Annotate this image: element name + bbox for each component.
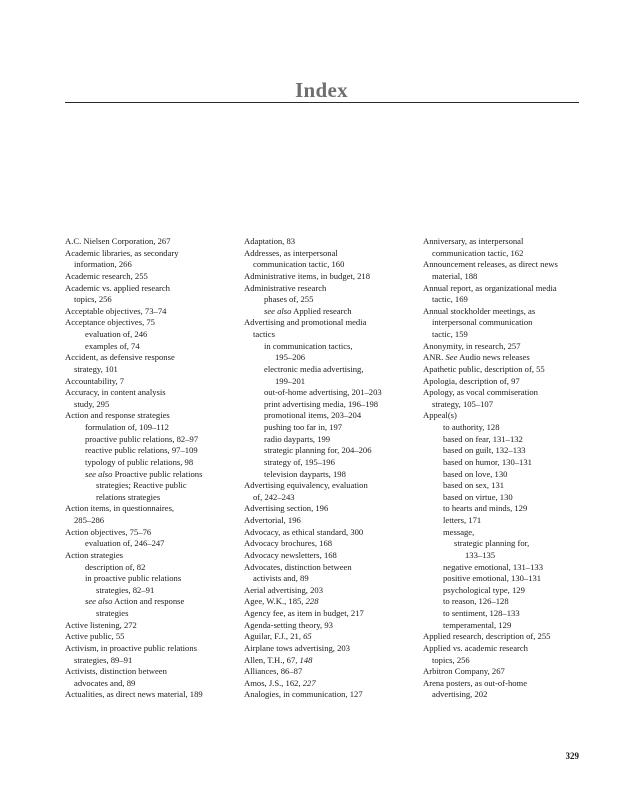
index-entry [423, 317, 603, 329]
index-entry-text: Agenda-setting theory, 93 [244, 619, 333, 630]
index-entry [65, 376, 245, 388]
index-entry-text: evaluation of, 246 [85, 329, 148, 339]
index-entry-text: strategies [96, 608, 129, 618]
index-entry-text: Anniversary, as interpersonal [423, 236, 524, 246]
index-entry [244, 515, 424, 527]
index-column-2 [244, 236, 424, 701]
index-entry [423, 236, 603, 248]
index-entry-text: Audio news releases [457, 352, 530, 363]
index-entry-text: communication tactic, 160 [253, 259, 345, 270]
index-entry [65, 352, 245, 364]
index-entry [244, 352, 424, 364]
index-entry-text: advocates and, 89 [74, 677, 136, 688]
index-entry-text: Apathetic public, description of, 55 [423, 363, 545, 374]
index-entry [65, 387, 245, 399]
index-entry-text: Applied vs. academic research [423, 642, 528, 653]
index-entry [65, 666, 245, 678]
index-entry [423, 283, 603, 295]
index-entry-text: in communication tactics, [264, 340, 353, 351]
index-entry-text: Administrative research [244, 282, 327, 293]
index-entry-text: Apology, as vocal commiseration [423, 387, 538, 398]
index-entry-text: phases of, 255 [264, 294, 314, 305]
index-entry [423, 666, 603, 678]
index-entry-text: Apologia, description of, 97 [423, 375, 520, 386]
index-entry-text: Activists, distinction between [65, 666, 167, 677]
index-entry-text: Accident, as defensive response [65, 352, 175, 363]
index-entry [244, 410, 424, 422]
index-entry [423, 399, 603, 411]
index-entry-text: electronic media advertising, [264, 363, 364, 374]
index-entry-text: Administrative items, in budget, 218 [244, 270, 371, 281]
index-entry [423, 352, 603, 364]
index-entry-text: material, 188 [432, 270, 478, 281]
index-entry-text: ANR. [423, 352, 446, 363]
index-entry-text: Active public, 55 [65, 631, 125, 642]
index-entry [65, 678, 245, 690]
index-entry [65, 399, 245, 411]
index-entry [65, 457, 245, 469]
index-entry [65, 283, 245, 295]
index-entry [244, 469, 424, 481]
index-entry-text: typology of public relations, 98 [85, 456, 194, 467]
index-entry-text: Aguilar, F.J., 21, [244, 631, 304, 642]
index-entry [423, 329, 603, 341]
index-entry-text: Active listening, 272 [65, 619, 137, 630]
index-entry-text: Action items, in questionnaires, [65, 503, 175, 514]
index-entry-text: Accountability, 7 [65, 375, 125, 386]
index-entry-text: 133–135 [465, 549, 496, 560]
index-entry [244, 573, 424, 585]
index-entry-text: 195–206 [275, 352, 306, 363]
index-entry-text: Anonymity, in research, 257 [423, 340, 521, 351]
index-entry-text: based on fear, 131–132 [443, 433, 523, 444]
index-entry [423, 469, 603, 481]
index-entry [423, 596, 603, 608]
index-entry-text: Agee, W.K., 185, [244, 596, 306, 607]
index-entry-text: study, 295 [74, 398, 110, 409]
index-entry-text: reactive public relations, 97–109 [85, 445, 198, 456]
index-entry [423, 434, 603, 446]
index-entry [244, 480, 424, 492]
index-entry [244, 434, 424, 446]
index-entry [423, 376, 603, 388]
index-entry [244, 527, 424, 539]
index-entry-text: letters, 171 [443, 515, 482, 525]
index-entry [65, 596, 245, 608]
index-entry [423, 248, 603, 260]
index-entry [65, 445, 245, 457]
index-entry-text: Academic research, 255 [65, 270, 148, 281]
index-entry-text: tactic, 169 [432, 294, 468, 305]
index-column-3 [423, 236, 603, 701]
index-entry [423, 387, 603, 399]
index-entry-text: examples of, 74 [85, 340, 140, 351]
index-entry [244, 562, 424, 574]
index-entry [423, 550, 603, 562]
index-entry-text: to sentiment, 128–133 [443, 608, 520, 618]
index-entry [65, 643, 245, 655]
index-entry-text: information, 266 [74, 259, 132, 270]
index-entry [423, 492, 603, 504]
index-entry [244, 457, 424, 469]
index-entry-italic: See [445, 352, 458, 363]
index-entry-text: to authority, 128 [443, 422, 500, 432]
index-entry [65, 503, 245, 515]
index-entry-text: pushing too far in, 197 [264, 422, 343, 432]
index-entry [244, 689, 424, 701]
index-entry [244, 317, 424, 329]
index-entry [244, 387, 424, 399]
index-entry [65, 434, 245, 446]
index-entry-text: in proactive public relations [85, 573, 182, 584]
index-entry-text: strategies, 89–91 [74, 654, 133, 665]
index-entry-text: Alliances, 86–87 [244, 666, 303, 677]
index-entry-text: Aerial advertising, 203 [244, 584, 323, 595]
index-entry-text: Academic libraries, as secondary [65, 247, 179, 258]
index-entry-text: interpersonal communication [432, 317, 533, 328]
index-entry-text: Addresses, as interpersonal [244, 247, 338, 258]
index-entry [423, 678, 603, 690]
index-entry-text: Announcement releases, as direct news [423, 259, 558, 270]
index-entry [423, 608, 603, 620]
index-entry [65, 422, 245, 434]
index-entry-text: Airplane tows advertising, 203 [244, 642, 350, 653]
index-entry-text: to reason, 126–128 [443, 596, 509, 607]
index-entry [65, 248, 245, 260]
index-entry-text: Action and response strategies [65, 410, 170, 421]
index-entry-text: 285–286 [74, 515, 105, 525]
index-entry [244, 631, 424, 643]
index-entry-text: description of, 82 [85, 561, 146, 572]
index-entry-text: Annual report, as organizational media [423, 282, 557, 293]
index-entry [65, 306, 245, 318]
index-entry [65, 294, 245, 306]
index-entry [244, 550, 424, 562]
index-entry [423, 480, 603, 492]
index-entry-text: based on virtue, 130 [443, 491, 513, 502]
index-entry [423, 364, 603, 376]
index-entry [244, 248, 424, 260]
index-entry-italic: 227 [302, 677, 316, 688]
index-entry-text: strategies; Reactive public [96, 480, 187, 491]
index-entry-text: positive emotional, 130–131 [443, 573, 542, 584]
index-entry [244, 329, 424, 341]
index-entry-text: formulation of, 109–112 [85, 422, 169, 432]
index-entry-text: temperamental, 129 [443, 619, 512, 630]
index-entry-text: out-of-home advertising, 201–203 [264, 387, 382, 398]
index-entry-text: based on love, 130 [443, 468, 508, 479]
index-entry [244, 678, 424, 690]
index-entry [244, 306, 424, 318]
index-entry [244, 341, 424, 353]
index-entry-italic: see also [85, 596, 113, 607]
index-entry [423, 306, 603, 318]
index-entry-text: Applied research [291, 305, 352, 316]
index-entry [244, 538, 424, 550]
index-entry-text: Action objectives, 75–76 [65, 526, 152, 537]
index-entry [244, 643, 424, 655]
index-entry-text: of, 242–243 [253, 491, 295, 502]
index-entry-text: Advertorial, 196 [244, 515, 301, 525]
index-entry [65, 573, 245, 585]
index-entry-text: evaluation of, 246–247 [85, 538, 165, 549]
index-entry-text: strategy, 105–107 [432, 398, 494, 409]
index-entry [65, 608, 245, 620]
index-entry [423, 527, 603, 539]
index-entry [244, 294, 424, 306]
index-entry-text: Actualities, as direct news material, 189 [65, 689, 203, 700]
index-entry [65, 364, 245, 376]
index-entry [65, 271, 245, 283]
page-title: Index [295, 78, 348, 102]
index-entry-text: print advertising media, 196–198 [264, 398, 379, 409]
index-entry [65, 620, 245, 632]
index-entry [65, 236, 245, 248]
index-entry-text: tactics [253, 329, 275, 339]
index-entry [65, 515, 245, 527]
index-entry [423, 294, 603, 306]
index-entry-text: television dayparts, 198 [264, 468, 346, 479]
index-entry [65, 469, 245, 481]
index-entry-text: Advocates, distinction between [244, 561, 352, 572]
index-entry-text: communication tactic, 162 [432, 247, 524, 258]
index-entry [244, 666, 424, 678]
index-entry-text: Advocacy, as ethical standard, 300 [244, 526, 364, 537]
index-entry-text: A.C. Nielsen Corporation, 267 [65, 236, 171, 246]
index-entry-text: Advertising section, 196 [244, 503, 329, 514]
index-entry [244, 376, 424, 388]
index-entry-text: strategy, 101 [74, 363, 118, 374]
index-entry-text: strategies, 82–91 [96, 584, 155, 595]
index-entry-text: tactic, 159 [432, 329, 468, 339]
index-entry-text: Advertising and promotional media [244, 317, 367, 328]
index-entry [423, 422, 603, 434]
index-entry-text: Adaptation, 83 [244, 236, 296, 246]
index-entry [65, 329, 245, 341]
index-entry [423, 341, 603, 353]
index-entry [423, 631, 603, 643]
index-entry [244, 585, 424, 597]
index-entry-text: strategic planning for, [454, 538, 530, 549]
index-entry-text: Action and response [112, 596, 185, 607]
index-entry [244, 364, 424, 376]
index-entry [423, 573, 603, 585]
index-entry [244, 399, 424, 411]
index-entry [65, 410, 245, 422]
index-entry [423, 655, 603, 667]
index-entry-text: Analogies, in communication, 127 [244, 689, 363, 700]
index-entry [244, 620, 424, 632]
index-entry [423, 457, 603, 469]
index-column-1 [65, 236, 245, 701]
index-entry-text: Advocacy newsletters, 168 [244, 549, 337, 560]
index-entry-text: Academic vs. applied research [65, 282, 170, 293]
index-entry-text: topics, 256 [74, 294, 112, 305]
index-entry [244, 596, 424, 608]
index-entry-text: Accuracy, in content analysis [65, 387, 166, 398]
index-entry-text: Acceptance objectives, 75 [65, 317, 155, 328]
index-entry-italic: 148 [299, 654, 313, 665]
index-entry [244, 271, 424, 283]
index-entry-text: Amos, J.S., 162, [244, 677, 303, 688]
index-entry-text: message, [443, 526, 475, 537]
index-entry-text: Allen, T.H., 67, [244, 654, 300, 665]
index-entry-text: to hearts and minds, 129 [443, 503, 528, 514]
index-entry [244, 283, 424, 295]
index-entry [65, 585, 245, 597]
index-entry [423, 410, 603, 422]
index-entry-text: Advocacy brochures, 168 [244, 538, 333, 549]
title-rule [65, 102, 579, 103]
index-entry [423, 562, 603, 574]
index-entry [65, 341, 245, 353]
index-entry [423, 643, 603, 655]
index-entry [244, 445, 424, 457]
index-entry [244, 503, 424, 515]
index-entry-text: Acceptable objectives, 73–74 [65, 305, 167, 316]
index-entry [65, 538, 245, 550]
index-entry [244, 655, 424, 667]
index-entry-italic: 228 [305, 596, 319, 607]
index-entry [65, 562, 245, 574]
index-entry-text: negative emotional, 131–133 [443, 561, 543, 572]
index-entry [423, 585, 603, 597]
index-entry-text: based on sex, 131 [443, 480, 505, 491]
index-entry [423, 620, 603, 632]
index-entry-text: strategy of, 195–196 [264, 456, 335, 467]
index-entry-text: based on humor, 130–131 [443, 456, 532, 467]
index-entry-text: topics, 256 [432, 654, 470, 665]
index-entry-text: Arbitron Company, 267 [423, 666, 505, 677]
index-entry [244, 259, 424, 271]
index-entry-italic: see also [264, 305, 292, 316]
index-entry-text: 199–201 [275, 375, 306, 386]
index-entry-italic: see also [85, 468, 113, 479]
index-entry [65, 689, 245, 701]
index-entry-text: strategic planning for, 204–206 [264, 445, 372, 456]
index-entry [423, 445, 603, 457]
index-entry-text: Agency fee, as item in budget, 217 [244, 608, 364, 618]
index-entry [244, 422, 424, 434]
index-entry [423, 538, 603, 550]
index-entry [65, 527, 245, 539]
index-entry-text: relations strategies [96, 491, 161, 502]
index-entry-text: Advertising equivalency, evaluation [244, 480, 368, 491]
index-entry-text: promotional items, 203–204 [264, 410, 362, 421]
index-entry-text: Applied research, description of, 255 [423, 631, 551, 642]
index-entry [423, 689, 603, 701]
index-entry [244, 492, 424, 504]
index-entry [65, 492, 245, 504]
index-entry [423, 259, 603, 271]
index-entry-text: Proactive public relations [112, 468, 203, 479]
index-entry [65, 655, 245, 667]
index-entry-text: Action strategies [65, 549, 123, 560]
index-entry [65, 550, 245, 562]
index-entry [65, 631, 245, 643]
index-entry [423, 271, 603, 283]
index-entry-text: based on guilt, 132–133 [443, 445, 526, 456]
page-number: 329 [565, 751, 579, 761]
index-entry [65, 480, 245, 492]
index-entry [423, 515, 603, 527]
index-entry-text: activists and, 89 [253, 573, 309, 584]
index-entry [244, 608, 424, 620]
index-entry [423, 503, 603, 515]
index-entry [244, 236, 424, 248]
index-entry-text: radio dayparts, 199 [264, 433, 331, 444]
index-entry-text: Arena posters, as out-of-home [423, 677, 528, 688]
index-entry-italic: 65 [303, 631, 312, 642]
index-entry-text: proactive public relations, 82–97 [85, 433, 199, 444]
index-entry-text: Appeal(s) [423, 410, 457, 421]
index-entry-text: Annual stockholder meetings, as [423, 305, 536, 316]
index-entry [65, 317, 245, 329]
index-entry-text: Activism, in proactive public relations [65, 642, 197, 653]
index-entry-text: psychological type, 129 [443, 584, 525, 595]
index-entry-text: advertising, 202 [432, 689, 488, 700]
index-entry [65, 259, 245, 271]
